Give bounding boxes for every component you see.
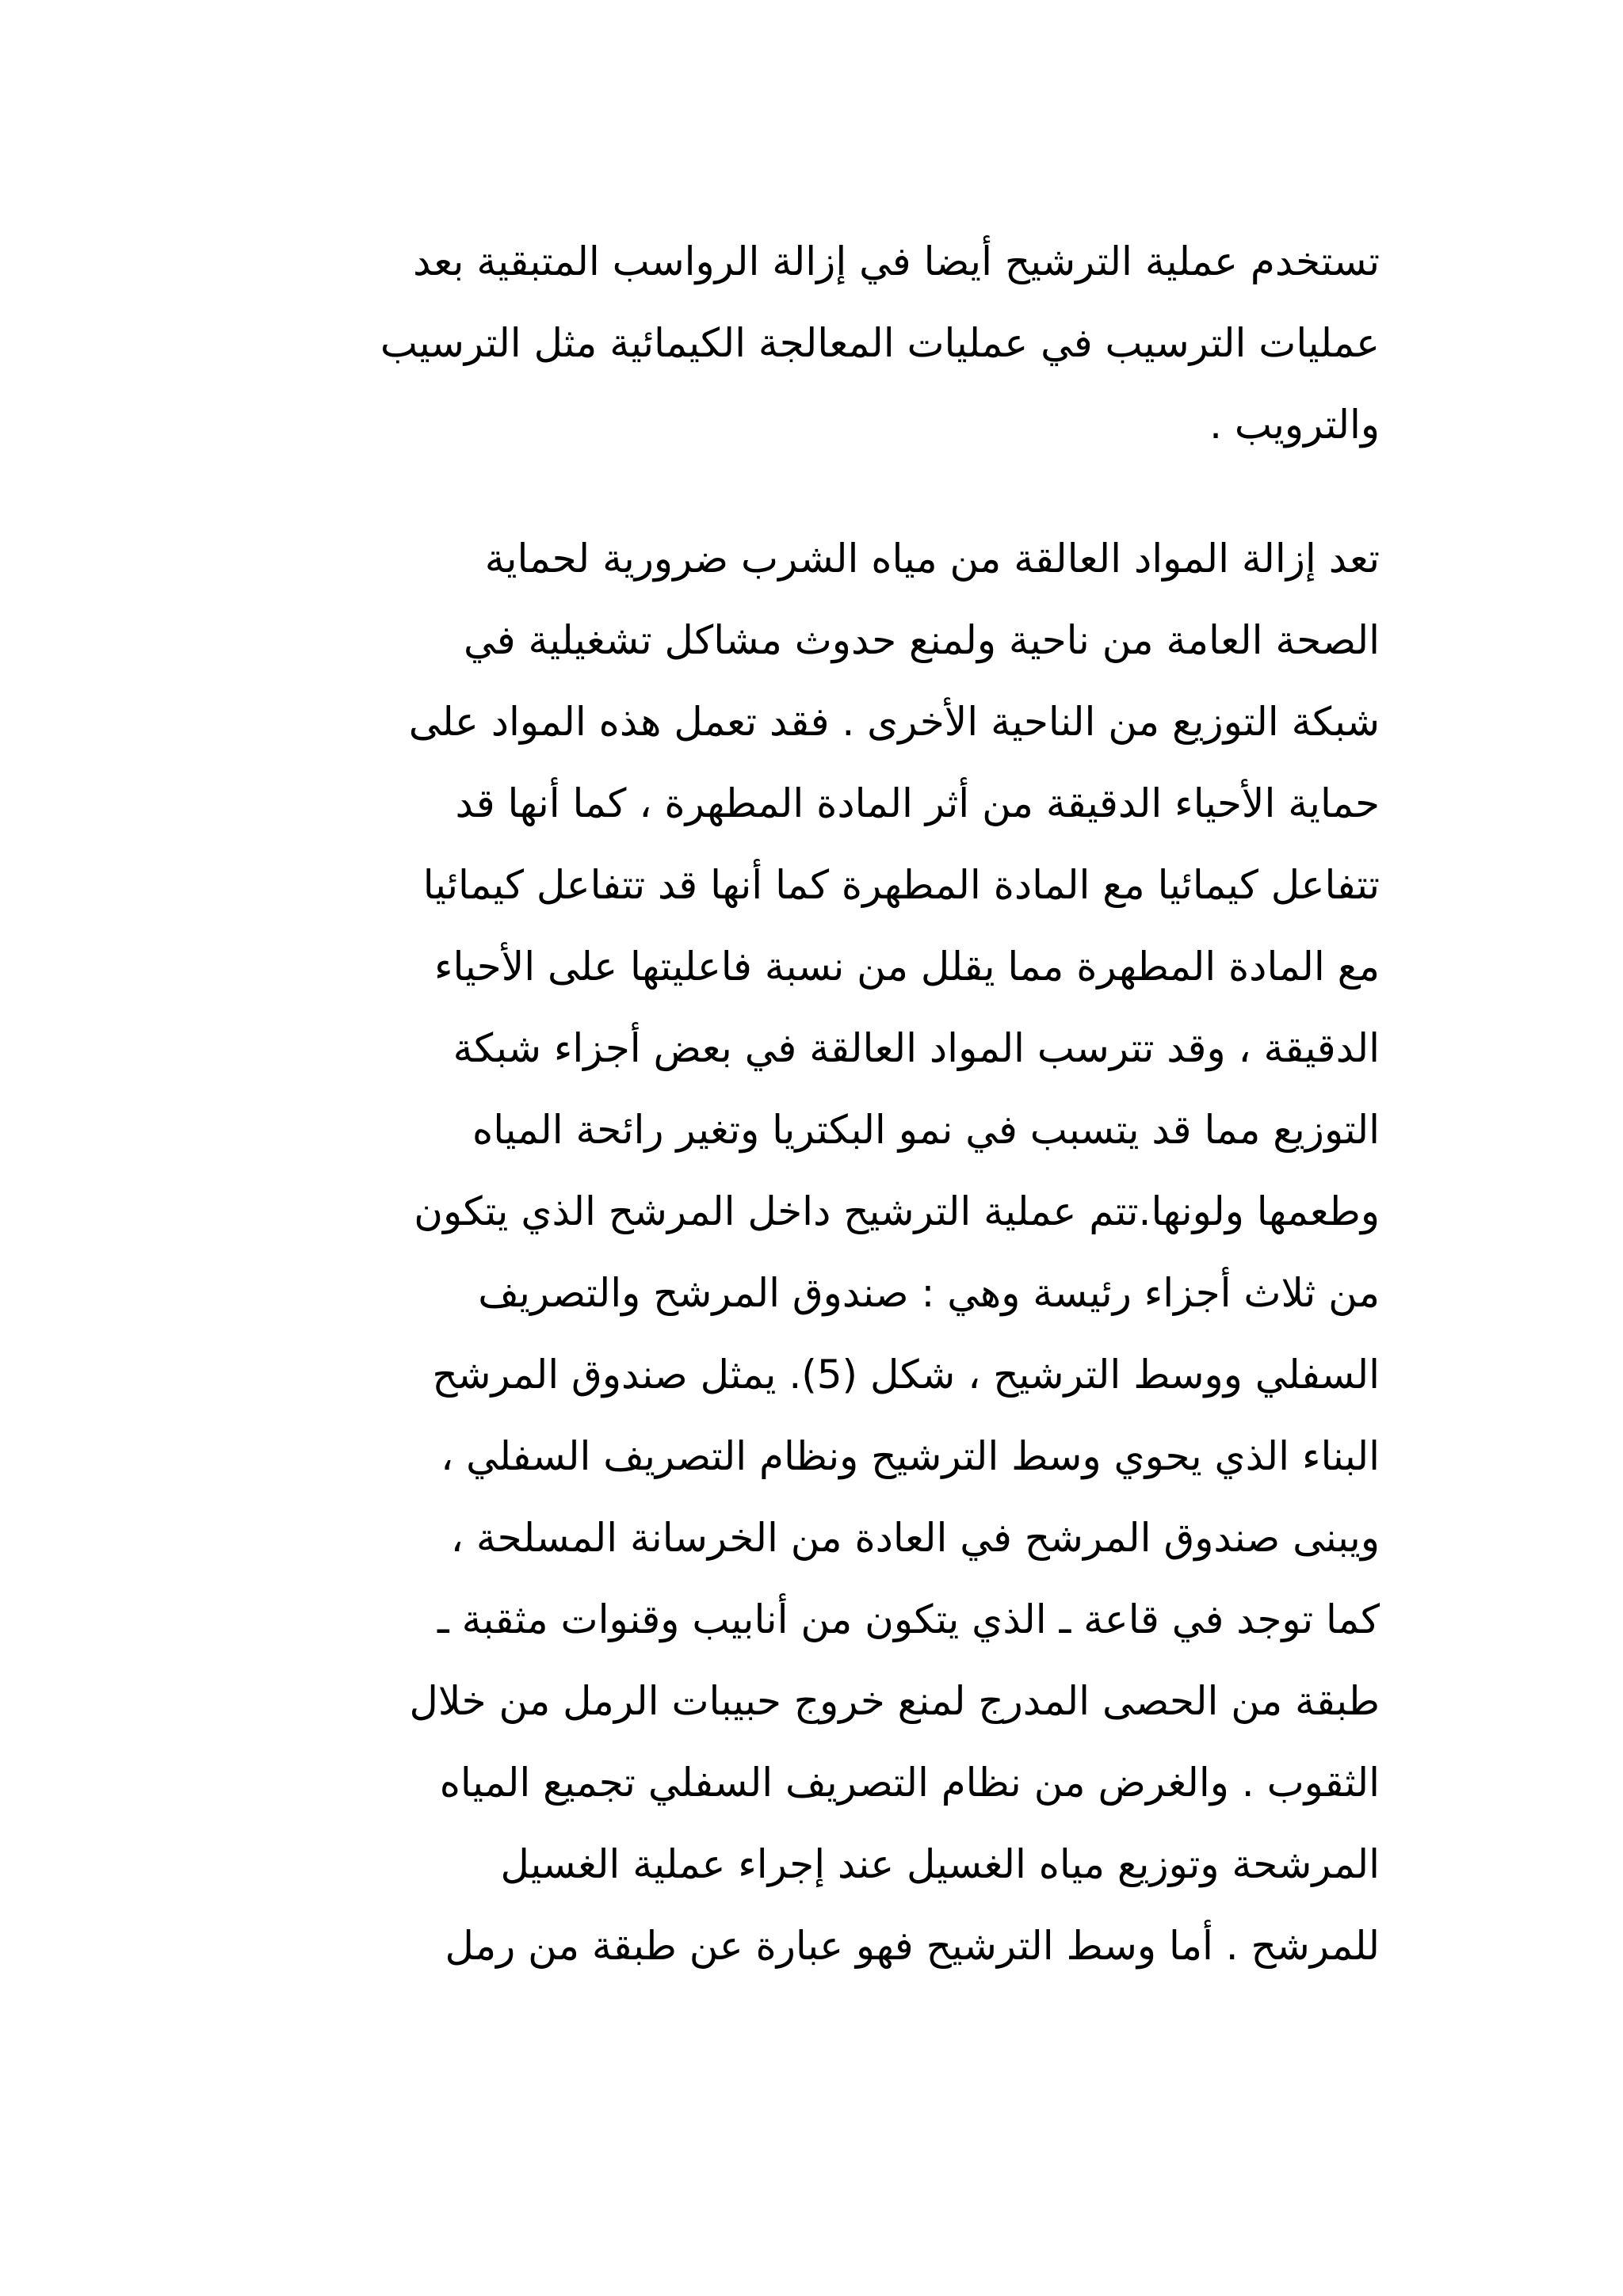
text-line: الثقوب . والغرض من نظام التصريف السفلي تجميع المياه [439, 1760, 1380, 1806]
paragraph-filtration-uses [254, 221, 1380, 466]
text-line: المرشحة وتوزيع مياه الغسيل عند إجراء عملية الغسيل [500, 1841, 1380, 1887]
text-line: ويبنى صندوق المرشح في العادة من الخرسانة المسلحة ، [450, 1515, 1380, 1561]
text-line: التوزيع مما قد يتسبب في نمو البكتريا وتغير رائحة المياه [472, 1107, 1380, 1153]
text-line: من ثلاث أجزاء رئيسة وهي : صندوق المرشح والتصريف [478, 1270, 1380, 1316]
text-line: السفلي ووسط الترشيح ، شكل (5). يمثل صندوق المرشح [432, 1352, 1380, 1398]
text-line: مع المادة المطهرة مما يقلل من نسبة فاعليتها على الأحياء [433, 944, 1380, 990]
text-line: وطعمها ولونها.تتم عملية الترشيح داخل المرشح الذي يتكون [414, 1188, 1380, 1234]
text-line: الدقيقة ، وقد تترسب المواد العالقة في بعض أجزاء شبكة [453, 1025, 1380, 1071]
text-line: تستخدم عملية الترشيح أيضا في إزالة الرواسب المتبقية بعد [413, 238, 1380, 284]
text-line: للمرشح . أما وسط الترشيح فهو عبارة عن طبقة من رمل [445, 1923, 1380, 1969]
text-line: طبقة من الحصى المدرج لمنع خروج حبيبات الرمل من خلال [409, 1678, 1380, 1724]
text-line: تتفاعل كيمائيا مع المادة المطهرة كما أنها قد تتفاعل كيمائيا [422, 862, 1380, 908]
text-line: حماية الأحياء الدقيقة من أثر المادة المطهرة ، كما أنها قد [455, 780, 1380, 826]
text-line: تعد إزالة المواد العالقة من مياه الشرب ضرورية لحماية [484, 536, 1380, 582]
text-line: كما توجد في قاعة ـ الذي يتكون من أنابيب وقنوات مثقبة ـ [437, 1596, 1380, 1642]
paragraph-suspended-matter [254, 518, 1380, 1987]
text-line: البناء الذي يحوي وسط الترشيح ونظام التصريف السفلي ، [441, 1433, 1380, 1479]
text-line: الصحة العامة من ناحية ولمنع حدوث مشاكل تشغيلية في [464, 617, 1380, 663]
text-line: والترويب . [1209, 402, 1380, 448]
text-line: شبكة التوزيع من الناحية الأخرى . فقد تعمل هذه المواد على [408, 699, 1380, 745]
text-line: عمليات الترسيب في عمليات المعالجة الكيمائية مثل الترسيب [380, 320, 1380, 366]
